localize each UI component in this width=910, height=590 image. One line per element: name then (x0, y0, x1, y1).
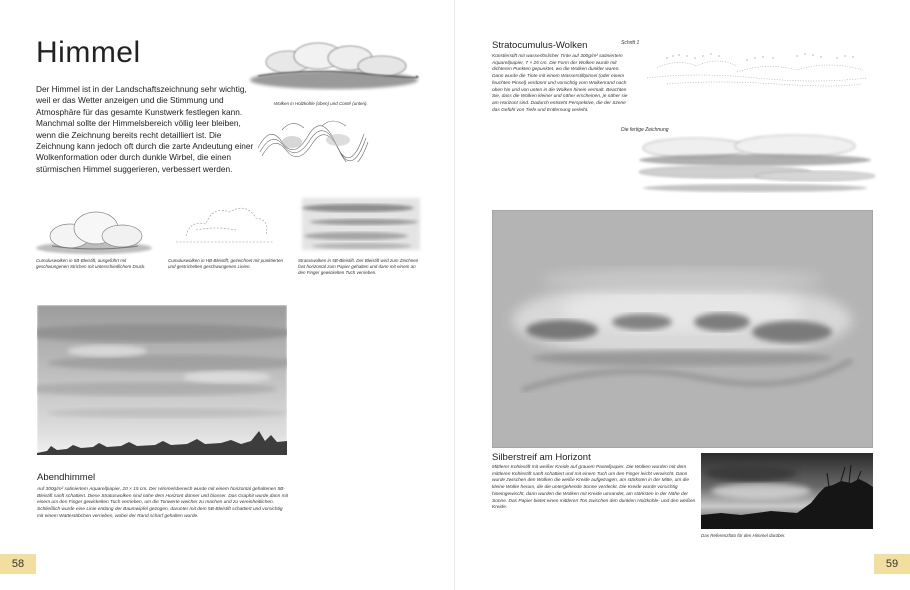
stratocumulus-step1-sketch (637, 44, 875, 92)
silberstreif-text: Mittlerer Kohlestift mit weißer Kreide auf grauem Pastellpapier. Die Wolken wurden mit dem mittleren Kohlestift sanft schattiert und mit einem Tuch um den Finger leicht verwischt. Dann wurde zwischen den Wolken die weiße Kreide aufgetragen, am stärksten in der Mitte, um die kleine Wolke herum, die die untergehende Sonne verdeckt. Die Kreide wurde vorsichtig hineingewischt, dann wurden die Wolken mit Kreide umrandet, am stärksten in der Nähe der Sonne. Das Papier bietet einen mittleren Ton zwischen den dunklen Holzkohle- und den weißen Kreide. (492, 465, 696, 511)
intro-paragraph: Der Himmel ist in der Landschaftszeichnung sehr wichtig, weil er das Wetter anzeigen und die Stimmung und Atmosphäre für das gesamte Kunstwerk festlegen kann. Manchmal sollte der Himmelsbereich völlig leer bleiben, wenn die Zeichnung bereits recht detailliert ist. Die Zeichnung kann jedoch oft durch die zarte Andeutung einer Wolkenformation oder durch dunkle Wirbel, die einen stürmischen Himmel suggerieren, verbessert werden. (36, 84, 254, 174)
cumulus-hb-sketch (166, 196, 284, 254)
photo-caption: Das Referenzfoto für den Himmel darüber. (701, 533, 786, 538)
page-title: Himmel (36, 36, 141, 69)
reference-photo (701, 453, 873, 529)
cumulus-5b-sketch (34, 206, 156, 256)
label-finished: Die fertige Zeichnung (621, 127, 669, 133)
right-page (455, 0, 910, 590)
conte-swirl-clouds-sketch (252, 112, 372, 162)
label-step1: Schritt 1 (621, 40, 640, 46)
silberstreif-heading: Silberstreif am Horizont (492, 452, 591, 463)
caption-top-clouds: Wolken in Holzkohle (oben) und Conté (unten). (274, 101, 368, 106)
page-number-left: 58 (0, 554, 36, 574)
stratocumulus-finished-drawing (635, 126, 877, 198)
stratocumulus-text: Künstlerstift mit wasserlöslicher Tinte auf 300g/m² satiniertem Aquarellpapier, 7 × 25 cm. Die Form der Wolken wurde mit dichteren Punkten gepunktet, wo die Wolken dunkler waren. Dann wurde die Tinte mit einem Wasserstiftpinsel (oder einem feuchten Pinsel) verdünnt und vorsichtig vom Wolkenrand nach oben hin und von unten in die Wolken hinein vermalt. Beachten Sie, dass die Wolken kleiner und näher erscheinen, je näher sie am Horizont sind. Dadurch entsteht Perspektive, die der Szene das Gefühl von Tiefe und Entfernung verleiht. (492, 54, 628, 113)
caption-cumulus-hb: Cumuluswolken in HB-Bleistift, gezeichnet mit punktierten und gestrichelten geschwungenen Linien. (168, 258, 284, 270)
silberstreif-drawing (492, 210, 873, 448)
charcoal-clouds-sketch (248, 40, 420, 94)
caption-cumulus-5b: Cumuluswolken in 5B-Bleistift, ausgeführt mit geschwungenen Strichen mit unterschiedlichem Druck. (36, 258, 146, 270)
abendhimmel-heading: Abendhimmel (37, 472, 96, 483)
caption-stratus: Stratuswolken in 5B-Bleistift. Der Bleistift wird zum Zeichnen fast horizontal zum Papier gehalten und dann mit einem an den Finger gewickelten Tuch verrieben. (298, 258, 419, 276)
abendhimmel-drawing (37, 305, 287, 467)
stratocumulus-heading: Stratocumulus-Wolken (492, 40, 588, 51)
abendhimmel-text: Auf 300g/m² satiniertem Aquarellpapier, 20 × 15 cm. Der Himmelsbereich wurde mit einem horizontal gehaltenen 5B-Bleistift sanft schattiert. Diese Stratuswolken sind nahe dem Horizont dünner und blasser. Das Graphit wurde dann mit einem um den Finger gewickelten Tuch verrieben, um die Tonwerte weicher zu machen und zu vereinheitlichen. Schließlich wurde eine Linie entlang der Baumwipfel gezogen, darunter mit dem 5B-Bleistift schattiert und vorsichtig mit einem Wattestäbchen verrieben, wobei der Rand scharf gehalten wurde. (37, 487, 288, 519)
stratus-5b-sketch (298, 192, 424, 254)
page-number-right: 59 (874, 554, 910, 574)
